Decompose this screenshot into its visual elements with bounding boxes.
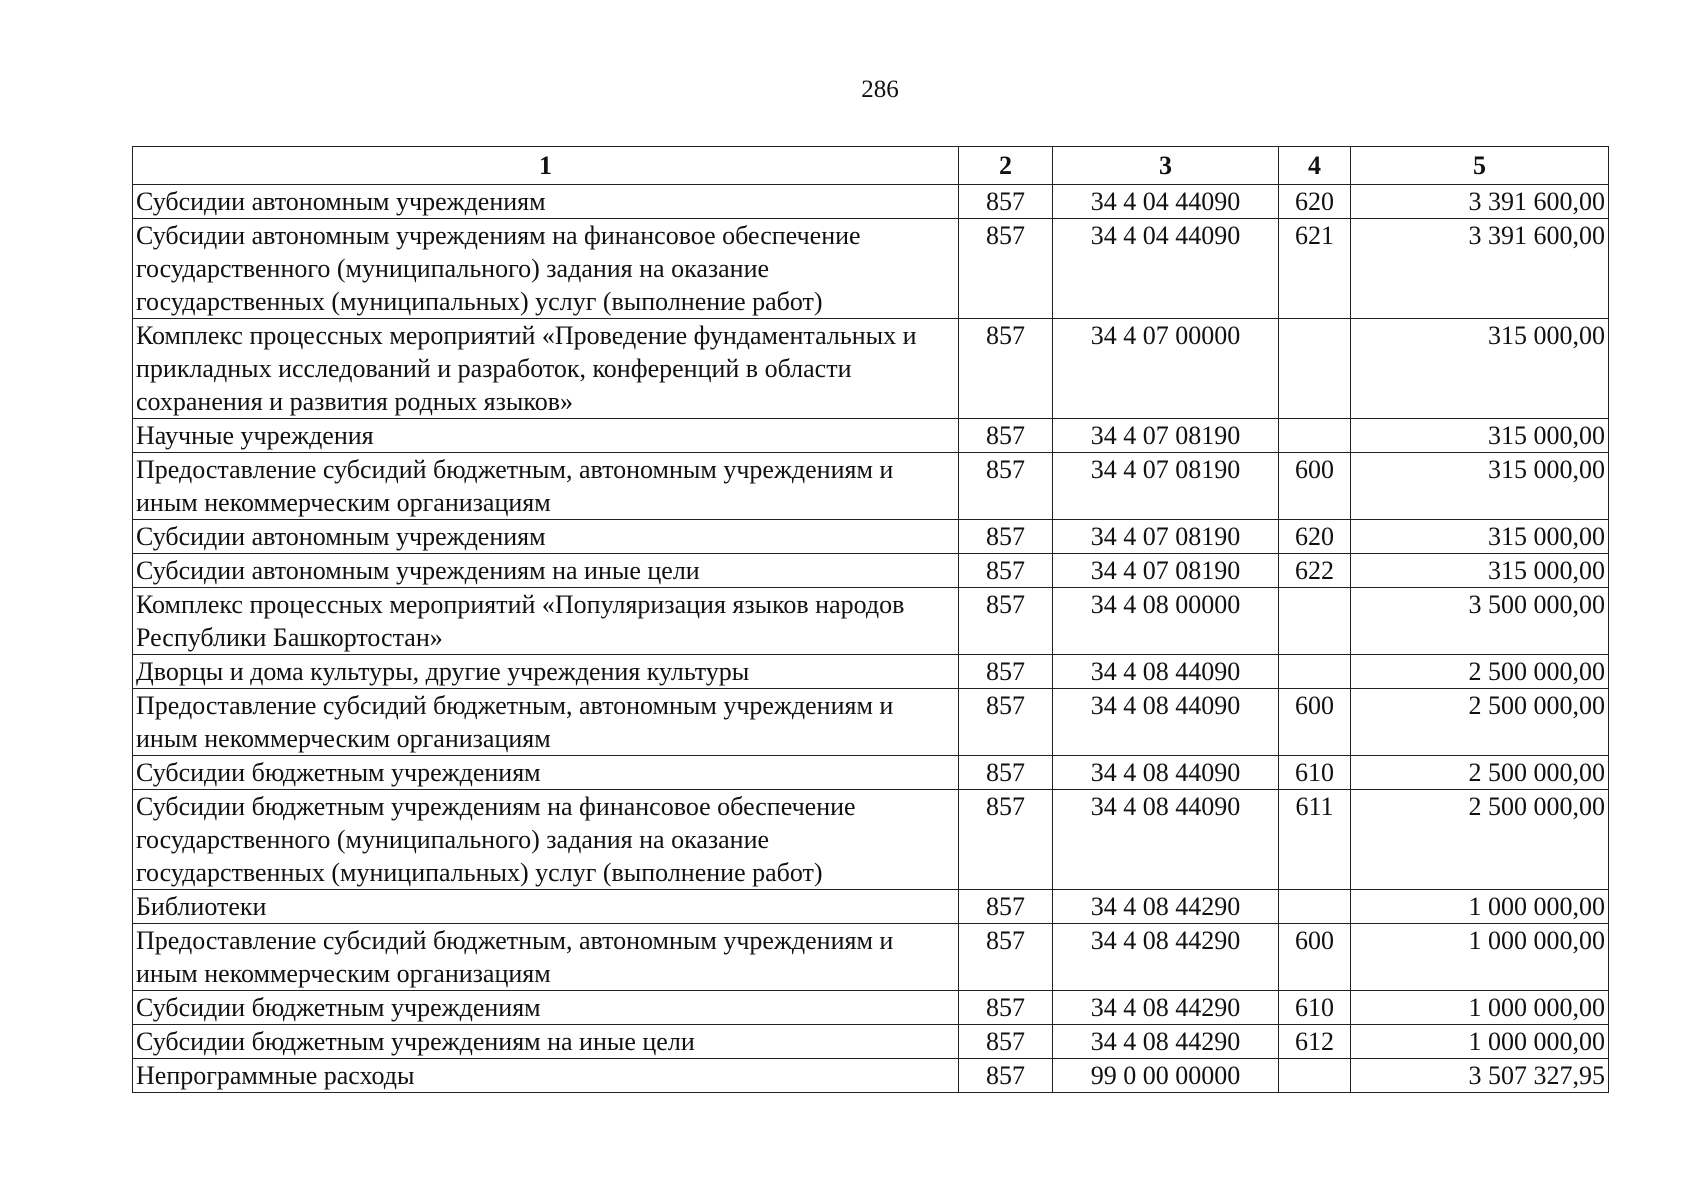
cell-target-article: 34 4 08 44090 bbox=[1053, 655, 1279, 689]
table-row bbox=[133, 419, 1609, 453]
cell-target-article: 34 4 08 44290 bbox=[1053, 991, 1279, 1025]
budget-table bbox=[132, 146, 1609, 1093]
cell-target-article: 34 4 08 44290 bbox=[1053, 1025, 1279, 1059]
cell-expense-type: 612 bbox=[1279, 1025, 1351, 1059]
cell-target-article: 34 4 08 44090 bbox=[1053, 689, 1279, 756]
cell-expense-type bbox=[1279, 319, 1351, 419]
cell-target-article: 34 4 08 44290 bbox=[1053, 924, 1279, 991]
cell-amount: 315 000,00 bbox=[1351, 319, 1609, 419]
cell-target-article: 34 4 07 08190 bbox=[1053, 554, 1279, 588]
cell-target-article: 34 4 07 08190 bbox=[1053, 520, 1279, 554]
cell-target-article: 34 4 08 44290 bbox=[1053, 890, 1279, 924]
table-row bbox=[133, 756, 1609, 790]
cell-ved-code: 857 bbox=[959, 1025, 1053, 1059]
cell-amount: 1 000 000,00 bbox=[1351, 924, 1609, 991]
table-row bbox=[133, 655, 1609, 689]
cell-ved-code: 857 bbox=[959, 790, 1053, 890]
cell-ved-code: 857 bbox=[959, 756, 1053, 790]
cell-expense-type: 600 bbox=[1279, 453, 1351, 520]
cell-amount: 1 000 000,00 bbox=[1351, 991, 1609, 1025]
table-body bbox=[133, 185, 1609, 1093]
cell-amount: 3 391 600,00 bbox=[1351, 185, 1609, 219]
cell-name: Субсидии автономным учреждениям bbox=[133, 520, 959, 554]
cell-name: Субсидии бюджетным учреждениям на финансовое обеспечение государственного (муниципального) задания на оказание государственных (муниципальных) услуг (выполнение работ) bbox=[133, 790, 959, 890]
table-row bbox=[133, 453, 1609, 520]
cell-ved-code: 857 bbox=[959, 890, 1053, 924]
cell-ved-code: 857 bbox=[959, 520, 1053, 554]
cell-expense-type: 622 bbox=[1279, 554, 1351, 588]
cell-target-article: 34 4 07 00000 bbox=[1053, 319, 1279, 419]
cell-ved-code: 857 bbox=[959, 453, 1053, 520]
cell-name: Субсидии бюджетным учреждениям bbox=[133, 991, 959, 1025]
cell-target-article: 34 4 08 00000 bbox=[1053, 588, 1279, 655]
table-row bbox=[133, 890, 1609, 924]
table-row bbox=[133, 1059, 1609, 1093]
cell-amount: 315 000,00 bbox=[1351, 520, 1609, 554]
table-row bbox=[133, 319, 1609, 419]
cell-expense-type: 611 bbox=[1279, 790, 1351, 890]
cell-name: Субсидии автономным учреждениям bbox=[133, 185, 959, 219]
header-col-1: 1 bbox=[133, 147, 959, 185]
cell-expense-type bbox=[1279, 588, 1351, 655]
header-col-5: 5 bbox=[1351, 147, 1609, 185]
cell-name: Дворцы и дома культуры, другие учреждения культуры bbox=[133, 655, 959, 689]
cell-amount: 3 391 600,00 bbox=[1351, 219, 1609, 319]
cell-expense-type: 610 bbox=[1279, 756, 1351, 790]
cell-ved-code: 857 bbox=[959, 419, 1053, 453]
table-row bbox=[133, 924, 1609, 991]
cell-expense-type: 620 bbox=[1279, 520, 1351, 554]
page-number: 286 bbox=[861, 76, 899, 103]
cell-name: Библиотеки bbox=[133, 890, 959, 924]
cell-ved-code: 857 bbox=[959, 655, 1053, 689]
cell-target-article: 99 0 00 00000 bbox=[1053, 1059, 1279, 1093]
cell-name: Предоставление субсидий бюджетным, автономным учреждениям и иным некоммерческим организациям bbox=[133, 689, 959, 756]
cell-target-article: 34 4 07 08190 bbox=[1053, 453, 1279, 520]
cell-expense-type: 600 bbox=[1279, 924, 1351, 991]
cell-expense-type bbox=[1279, 890, 1351, 924]
table-row bbox=[133, 520, 1609, 554]
cell-amount: 315 000,00 bbox=[1351, 453, 1609, 520]
cell-name: Комплекс процессных мероприятий «Проведение фундаментальных и прикладных исследований и разработок, конференций в области сохранения и развития родных языков» bbox=[133, 319, 959, 419]
cell-name: Предоставление субсидий бюджетным, автономным учреждениям и иным некоммерческим организациям bbox=[133, 453, 959, 520]
cell-name: Предоставление субсидий бюджетным, автономным учреждениям и иным некоммерческим организациям bbox=[133, 924, 959, 991]
cell-ved-code: 857 bbox=[959, 554, 1053, 588]
header-col-2: 2 bbox=[959, 147, 1053, 185]
cell-expense-type bbox=[1279, 1059, 1351, 1093]
cell-expense-type: 620 bbox=[1279, 185, 1351, 219]
cell-amount: 2 500 000,00 bbox=[1351, 689, 1609, 756]
cell-ved-code: 857 bbox=[959, 319, 1053, 419]
cell-target-article: 34 4 07 08190 bbox=[1053, 419, 1279, 453]
cell-expense-type: 610 bbox=[1279, 991, 1351, 1025]
cell-expense-type bbox=[1279, 655, 1351, 689]
cell-amount: 315 000,00 bbox=[1351, 554, 1609, 588]
header-col-3: 3 bbox=[1053, 147, 1279, 185]
cell-expense-type: 600 bbox=[1279, 689, 1351, 756]
cell-amount: 315 000,00 bbox=[1351, 419, 1609, 453]
cell-ved-code: 857 bbox=[959, 588, 1053, 655]
cell-ved-code: 857 bbox=[959, 924, 1053, 991]
cell-name: Субсидии автономным учреждениям на финансовое обеспечение государственного (муниципального) задания на оказание государственных (муниципальных) услуг (выполнение работ) bbox=[133, 219, 959, 319]
cell-amount: 2 500 000,00 bbox=[1351, 756, 1609, 790]
cell-amount: 1 000 000,00 bbox=[1351, 1025, 1609, 1059]
table-row bbox=[133, 588, 1609, 655]
cell-amount: 1 000 000,00 bbox=[1351, 890, 1609, 924]
cell-ved-code: 857 bbox=[959, 991, 1053, 1025]
cell-name: Субсидии бюджетным учреждениям bbox=[133, 756, 959, 790]
cell-target-article: 34 4 04 44090 bbox=[1053, 185, 1279, 219]
cell-ved-code: 857 bbox=[959, 219, 1053, 319]
table-row bbox=[133, 185, 1609, 219]
cell-ved-code: 857 bbox=[959, 689, 1053, 756]
cell-ved-code: 857 bbox=[959, 1059, 1053, 1093]
cell-name: Комплекс процессных мероприятий «Популяризация языков народов Республики Башкортостан» bbox=[133, 588, 959, 655]
cell-target-article: 34 4 04 44090 bbox=[1053, 219, 1279, 319]
cell-ved-code: 857 bbox=[959, 185, 1053, 219]
table-row bbox=[133, 219, 1609, 319]
cell-amount: 3 500 000,00 bbox=[1351, 588, 1609, 655]
header-row bbox=[133, 147, 1609, 185]
table-row bbox=[133, 689, 1609, 756]
header-col-4: 4 bbox=[1279, 147, 1351, 185]
cell-expense-type bbox=[1279, 419, 1351, 453]
table-row bbox=[133, 1025, 1609, 1059]
cell-target-article: 34 4 08 44090 bbox=[1053, 756, 1279, 790]
cell-name: Непрограммные расходы bbox=[133, 1059, 959, 1093]
cell-amount: 3 507 327,95 bbox=[1351, 1059, 1609, 1093]
cell-name: Субсидии автономным учреждениям на иные цели bbox=[133, 554, 959, 588]
cell-name: Субсидии бюджетным учреждениям на иные цели bbox=[133, 1025, 959, 1059]
cell-target-article: 34 4 08 44090 bbox=[1053, 790, 1279, 890]
table-row bbox=[133, 790, 1609, 890]
table-row bbox=[133, 991, 1609, 1025]
cell-amount: 2 500 000,00 bbox=[1351, 655, 1609, 689]
cell-amount: 2 500 000,00 bbox=[1351, 790, 1609, 890]
table-row bbox=[133, 554, 1609, 588]
cell-name: Научные учреждения bbox=[133, 419, 959, 453]
cell-expense-type: 621 bbox=[1279, 219, 1351, 319]
